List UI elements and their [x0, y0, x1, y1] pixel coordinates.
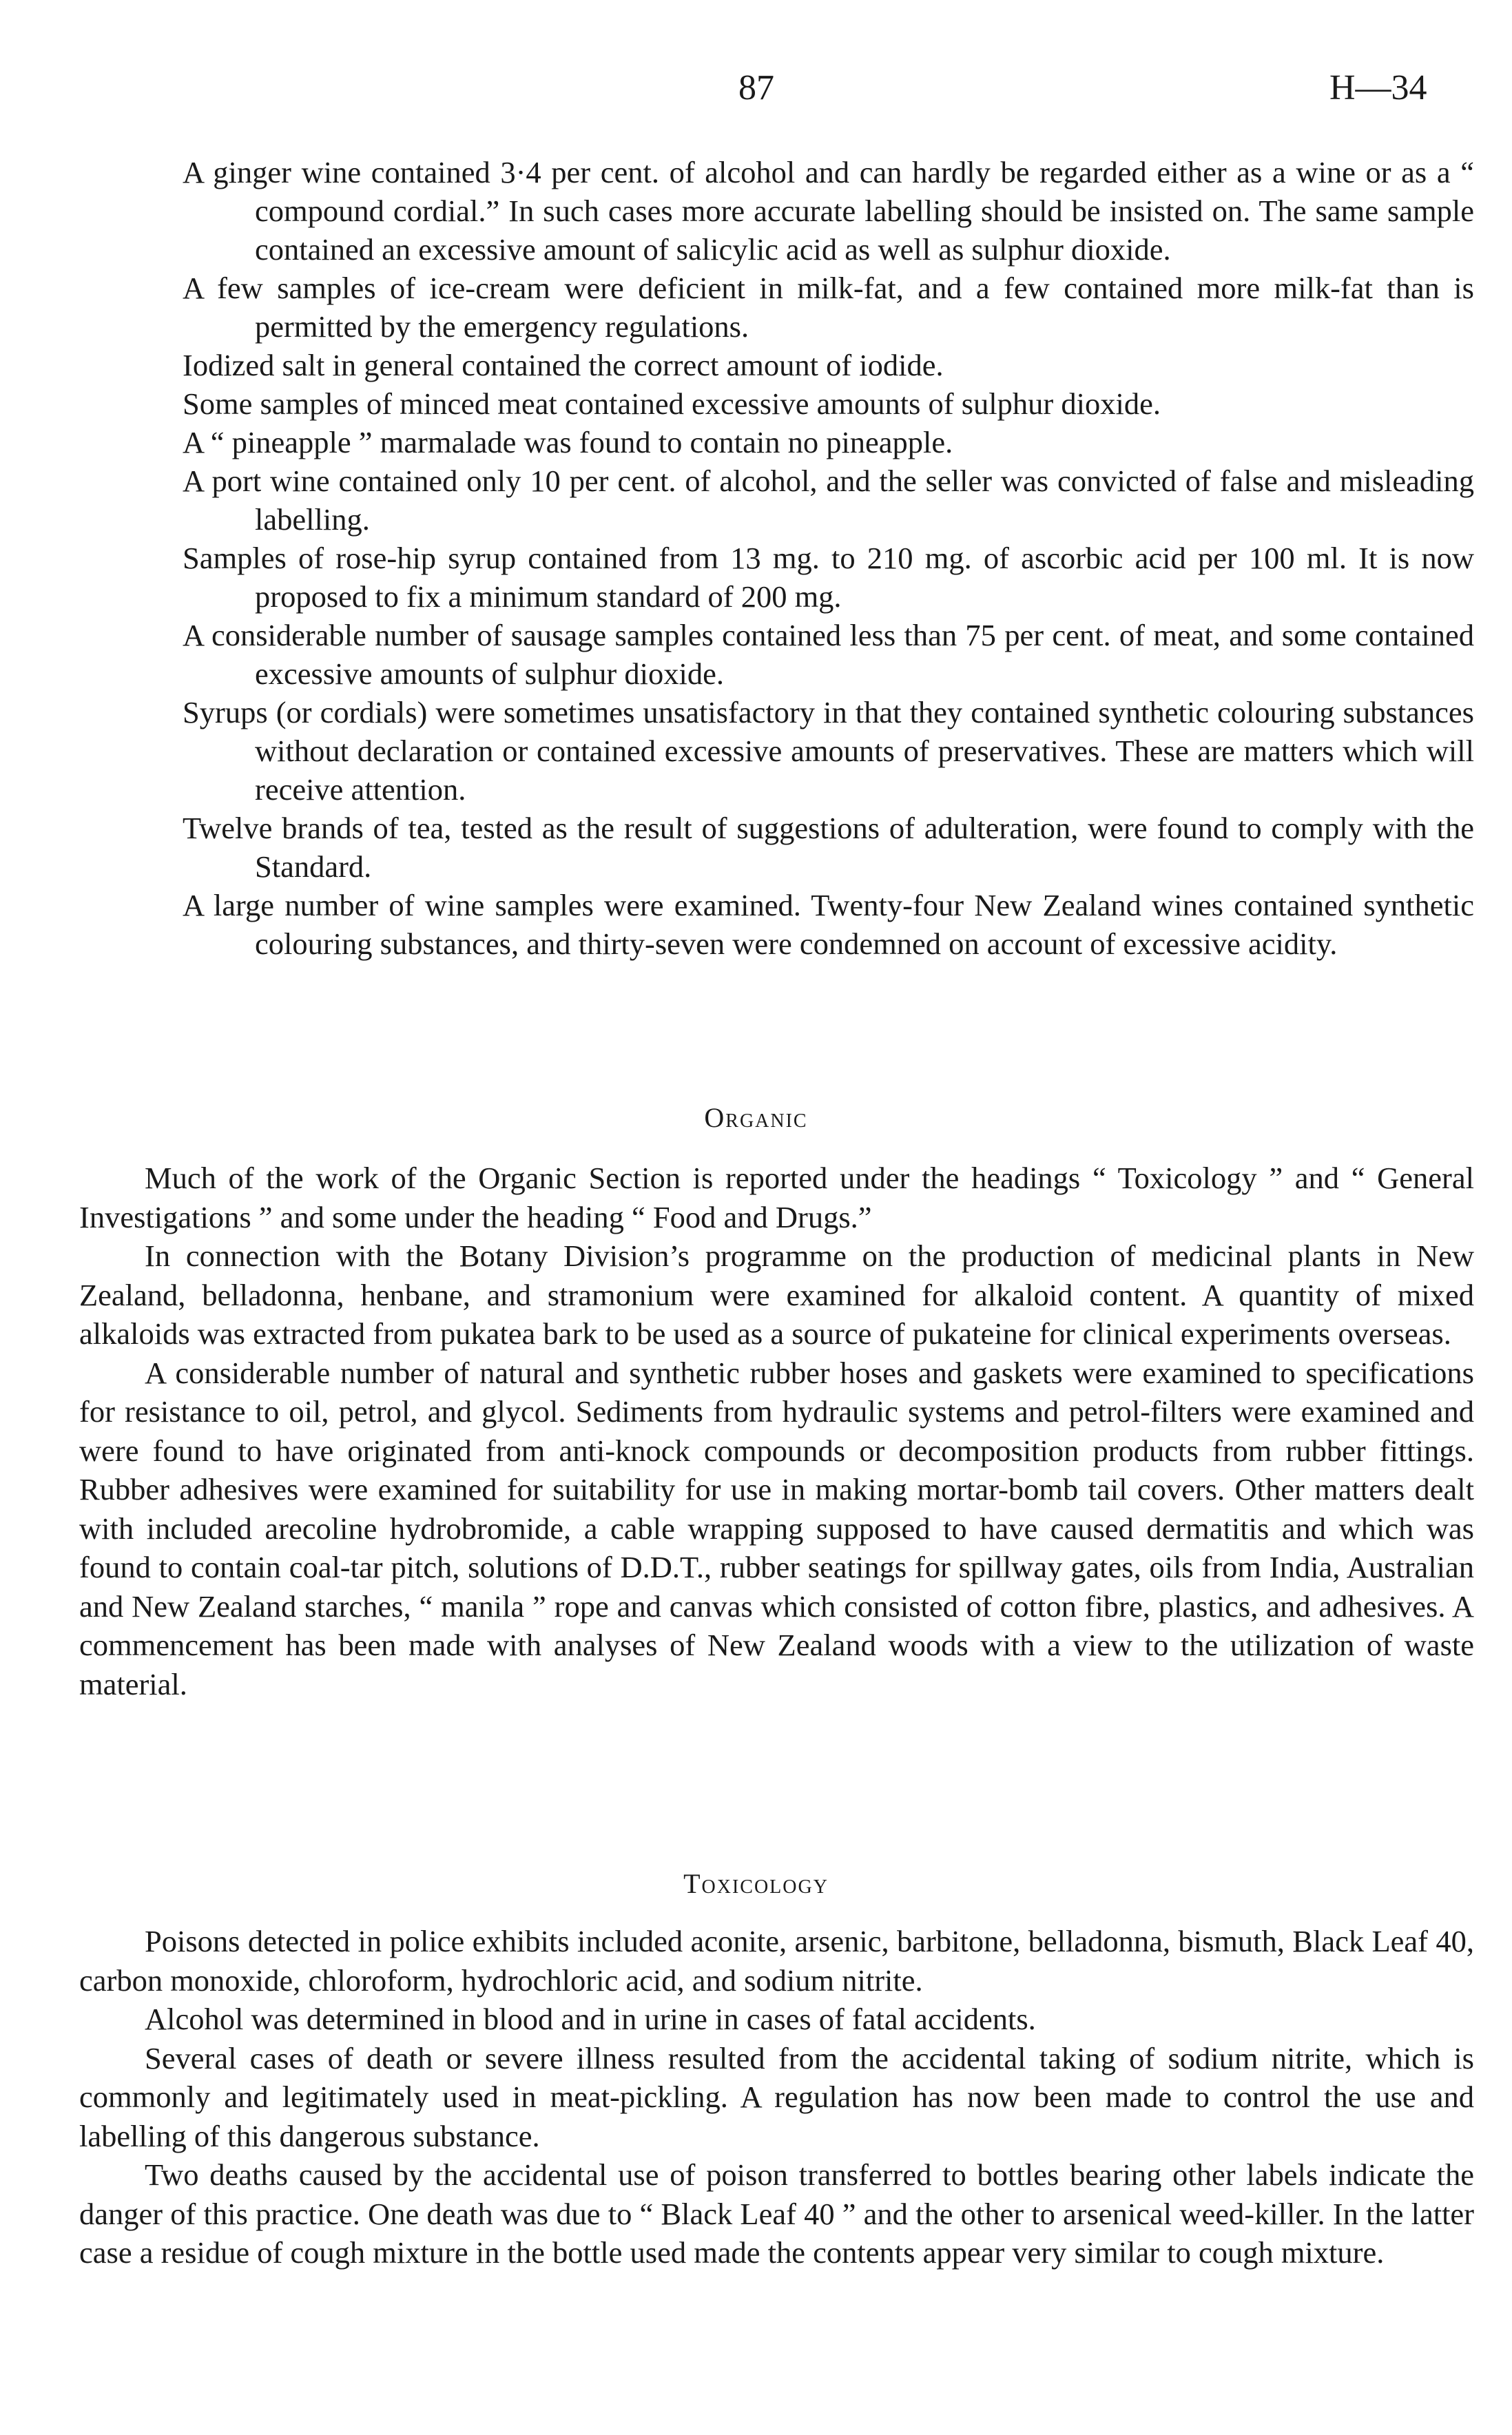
- list-item: Iodized salt in general contained the correct amount of iodide.: [183, 348, 944, 382]
- list-item: Twelve brands of tea, tested as the result of suggestions of adulteration, were found to comply with the Standard.: [183, 811, 1474, 884]
- paragraph: Several cases of death or severe illness resulted from the accidental taking of sodium nitrite, which is commonly and legitimately used in meat-pickling. A regulation has now been made to control the use and labelling of this dangerous substance.: [79, 2040, 1474, 2153]
- list-item: Some samples of minced meat contained excessive amounts of sulphur dioxide.: [183, 386, 1161, 421]
- list-item: A port wine contained only 10 per cent. of alcohol, and the seller was convicted of false and misleading labelling.: [183, 464, 1474, 537]
- list-item: Samples of rose-hip syrup contained from 13 mg. to 210 mg. of ascorbic acid per 100 ml. It is now proposed to fix a minimum standard of 200 mg.: [183, 541, 1474, 614]
- paragraph: Alcohol was determined in blood and in urine in cases of fatal accidents.: [145, 2002, 1036, 2036]
- paragraph: Two deaths caused by the accidental use of poison transferred to bottles bearing other labels indicate the danger of this practice. One death was due to “ Black Leaf 40 ” and the other to arsenical weed-killer. In the latter case a residue of cough mixture in the bottle used made the contents appear very similar to cough mixture.: [79, 2157, 1474, 2270]
- toxicology-section-body: [79, 1922, 1474, 2272]
- food-findings-list: [183, 153, 1474, 963]
- list-item: A large number of wine samples were examined. Twenty-four New Zealand wines contained synthetic colouring substances, and thirty-seven were condemned on account of excessive acidity.: [183, 888, 1474, 961]
- list-item: Syrups (or cordials) were sometimes unsatisfactory in that they contained synthetic colouring substances without declaration or contained excessive amounts of preservatives. These are matters which will receive attention.: [183, 695, 1474, 807]
- paragraph: Much of the work of the Organic Section is reported under the headings “ Toxicology ” and “ General Investigations ” and some under the heading “ Food and Drugs.”: [79, 1161, 1474, 1234]
- paragraph: A considerable number of natural and synthetic rubber hoses and gaskets were examined to specifications for resistance to oil, petrol, and glycol. Sediments from hydraulic systems and petrol-filters were examined and were found to have originated from anti-knock compounds or decomposition products from rubber fittings. Rubber adhesives were examined for suitability for use in making mortar-bomb tail covers. Other matters dealt with included arecoline hydrobromide, a cable wrapping supposed to have caused dermatitis and which was found to contain coal-tar pitch, solutions of D.D.T., rubber seatings for spillway gates, oils from India, Australian and New Zealand starches, “ manila ” rope and canvas which consisted of cotton fibre, plastics, and adhesives. A commencement has been made with analyses of New Zealand woods with a view to the utilization of waste material.: [79, 1355, 1474, 1701]
- list-item: A considerable number of sausage samples contained less than 75 per cent. of meat, and some contained excessive amounts of sulphur dioxide.: [183, 618, 1474, 691]
- document-reference: H—34: [1329, 68, 1427, 107]
- paragraph: In connection with the Botany Division’s programme on the production of medicinal plants in New Zealand, belladonna, henbane, and stramonium were examined for alkaloid content. A quantity of mixed alkaloids was extracted from pukatea bark to be used as a source of pukateine for clinical experiments overseas.: [79, 1239, 1474, 1351]
- list-item: A few samples of ice-cream were deficient in milk-fat, and a few contained more milk-fat than is permitted by the emergency regulations.: [183, 271, 1474, 344]
- section-heading-organic: Organic: [704, 1102, 808, 1133]
- organic-section-body: [79, 1159, 1474, 1703]
- list-item: A “ pineapple ” marmalade was found to contain no pineapple.: [183, 425, 953, 459]
- section-heading-toxicology: Toxicology: [683, 1868, 829, 1899]
- list-item: A ginger wine contained 3·4 per cent. of alcohol and can hardly be regarded either as a wine or as a “ compound cordial.” In such cases more accurate labelling should be insisted on. The same sample contained an excessive amount of salicylic acid as well as sulphur dioxide.: [183, 155, 1474, 267]
- paragraph: Poisons detected in police exhibits included aconite, arsenic, barbitone, belladonna, bismuth, Black Leaf 40, carbon monoxide, chloroform, hydrochloric acid, and sodium nitrite.: [79, 1924, 1474, 1998]
- page-number: 87: [738, 68, 774, 107]
